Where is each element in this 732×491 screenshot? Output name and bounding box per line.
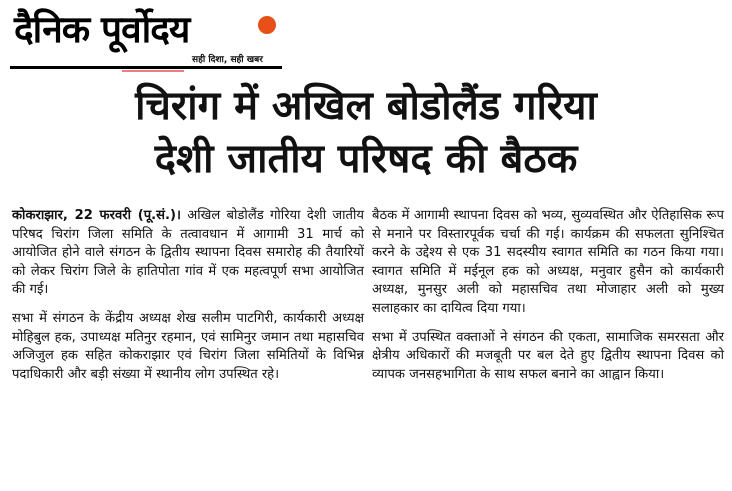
masthead-accent-rule xyxy=(122,70,184,72)
headline-line-2: देशी जातीय परिषद की बैठक xyxy=(154,136,578,182)
logo-sun-icon xyxy=(258,16,276,34)
article-headline xyxy=(0,80,732,186)
article-paragraph-text: अखिल बोडोलैंड गोरिया देशी जातीय परिषद चिरांग जिला समिति के तत्वावधान में आगामी 31 मार्च को आयोजित होने वाले संगठन के द्वितीय स्थापना दिवस समारोह की तैयारियों को लेकर चिरांग जिले के हातिपोता गांव में एक महत्वपूर्ण सभा आयोजित की गई। xyxy=(12,208,364,298)
article-paragraph xyxy=(12,207,364,300)
newspaper-logo: दैनिक पूर्वोदय xyxy=(14,8,190,51)
headline-line-1: चिरांग में अखिल बोडोलैंड गरिया xyxy=(135,83,597,129)
article-column-right xyxy=(372,207,724,384)
article-paragraph: बैठक में आगामी स्थापना दिवस को भव्य, सुव्यवस्थित और ऐतिहासिक रूप से मनाने पर विस्तारपूर्वक चर्चा की गई। कार्यक्रम की सफलता सुनिश्चित करने के उद्देश्य से एक 31 सदस्यीय स्वागत समिति का गठन किया गया। स्वागत समिति में मईनूल हक को अध्यक्ष, मनुवार हुसैन को कार्यकारी अध्यक्ष, मुनसुर अली को महासचिव तथा मोजाहार अली को मुख्य सलाहकार का दायित्व दिया गया। xyxy=(372,208,724,316)
article-paragraph: सभा में उपस्थित वक्ताओं ने संगठन की एकता, सामाजिक समरसता और क्षेत्रीय अधिकारों की मजबूती पर बल देते हुए द्वितीय स्थापना दिवस को व्यापक जनसहभागिता के साथ सफल बनाने का आह्वान किया। xyxy=(372,329,724,382)
article-dateline: कोकराझार, 22 फरवरी (पू.सं.)। xyxy=(12,208,181,223)
masthead-rule xyxy=(10,66,282,69)
newspaper-tagline: सही दिशा, सही खबर xyxy=(192,55,263,65)
article-column-left xyxy=(12,207,364,384)
masthead xyxy=(10,2,282,72)
article-paragraph: सभा में संगठन के केंद्रीय अध्यक्ष शेख सलीम पाटगिरी, कार्यकारी अध्यक्ष मोहिबुल हक, उपाध्यक्ष मतिनुर रहमान, एवं सामिनुर जमान तथा महासचिव अजिजुल हक सहित कोकराझार एवं चिरांग जिला समितियों के विभिन्न पदाधिकारी और बड़ी संख्या में स्थानीय लोग उपस्थित रहे। xyxy=(12,310,364,382)
